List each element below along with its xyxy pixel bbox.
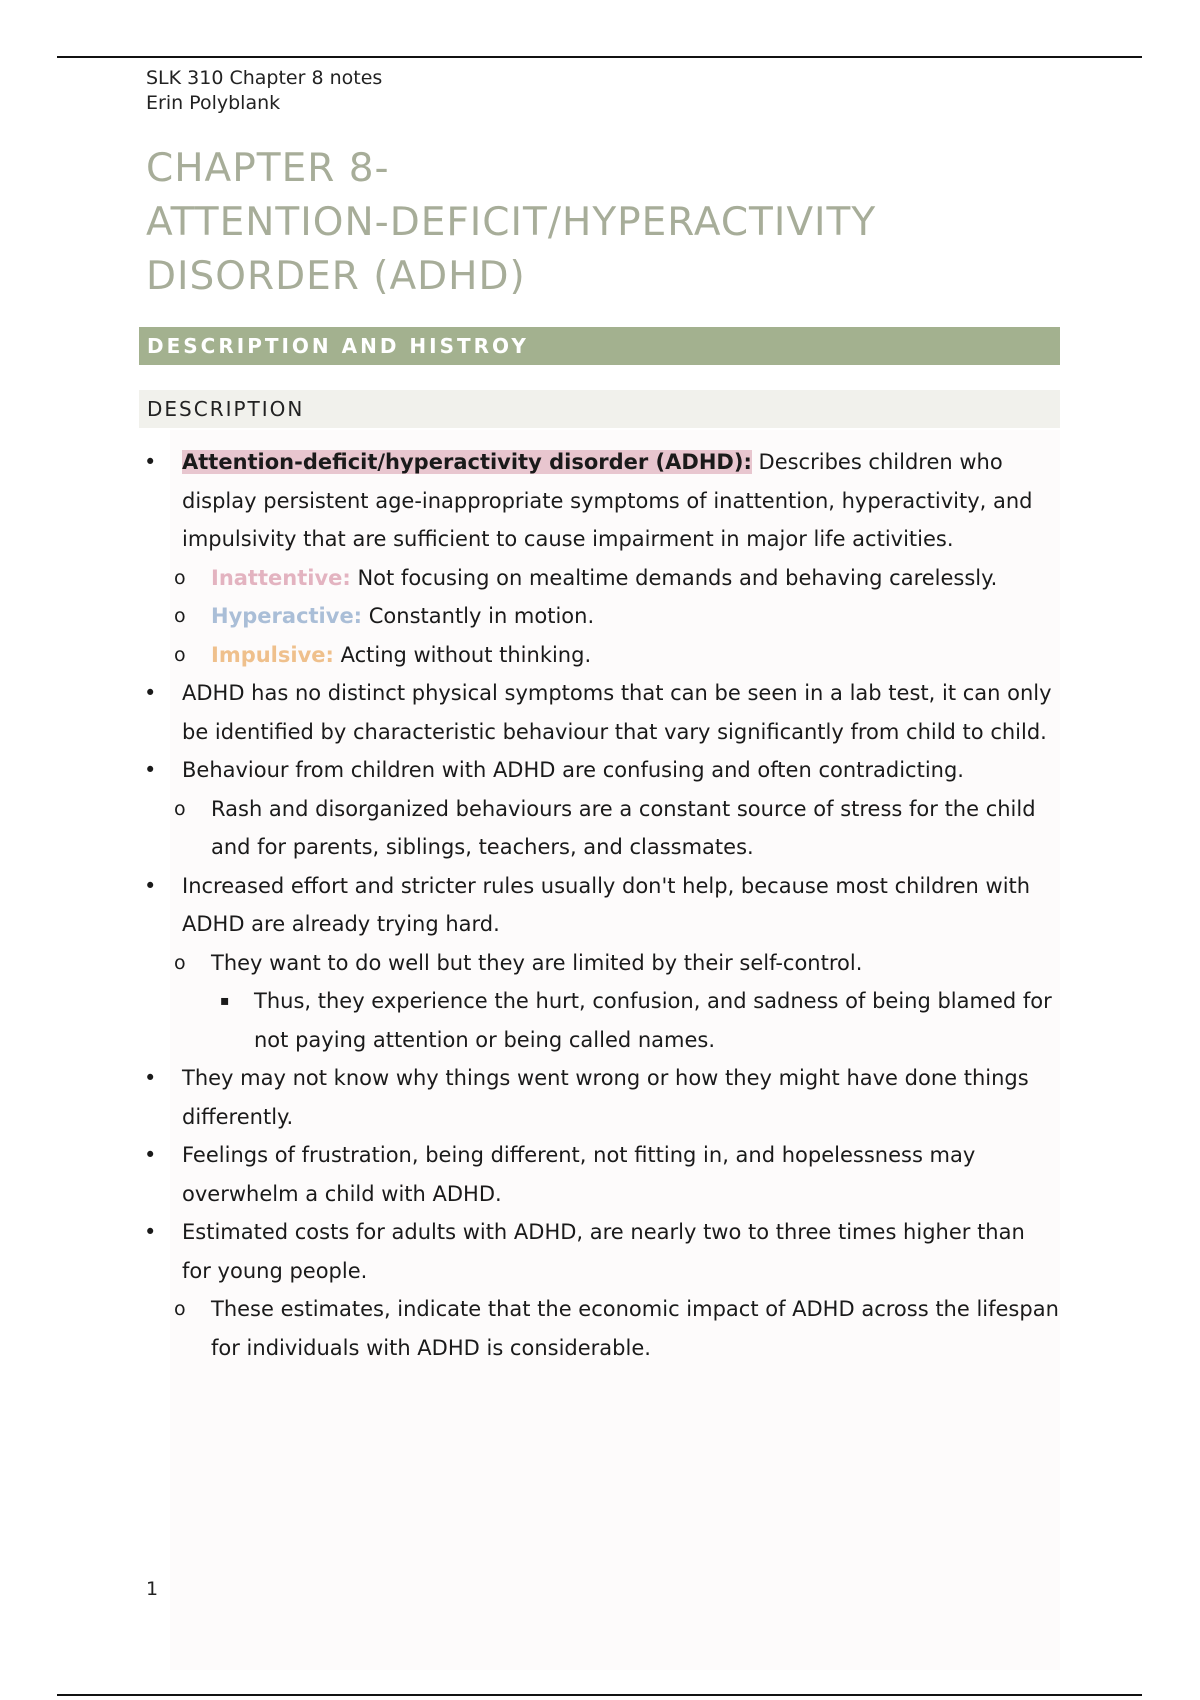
note-want-to-do-well: They want to do well but they are limited by their self-control. — [211, 950, 863, 975]
hyperactive-label: Hyperactive: — [211, 604, 363, 628]
list-item — [140, 674, 1060, 751]
note-economic-impact: These estimates, indicate that the economic impact of ADHD across the lifespan for individuals with ADHD is considerable. — [211, 1297, 1059, 1360]
bullet-icon: • — [144, 1143, 157, 1167]
list-item — [140, 867, 1060, 944]
impulsive-text: Acting without thinking. — [333, 642, 592, 667]
square-bullet-icon: ▪ — [220, 993, 230, 1009]
section-heading: DESCRIPTION AND HISTROY — [139, 327, 1060, 365]
bullet-icon: • — [144, 1220, 157, 1244]
impulsive-label: Impulsive: — [211, 642, 334, 667]
subsection-heading: DESCRIPTION — [139, 390, 1060, 428]
list-item — [140, 1136, 1060, 1213]
list-item — [140, 1213, 1060, 1290]
chapter-title-line-3: DISORDER (ADHD) — [146, 254, 526, 299]
bullet-icon: • — [144, 1066, 157, 1090]
note-costs: Estimated costs for adults with ADHD, are nearly two to three times higher than for young people. — [182, 1220, 1025, 1283]
adhd-definition: Describes children who display persistent age-inappropriate symptoms of inattention, hyperactivity, and impulsivity that are sufficient to cause impairment in major life activities. — [182, 450, 1033, 551]
inattentive-text: Not focusing on mealtime demands and behaving carelessly. — [350, 565, 998, 590]
list-item — [140, 1059, 1060, 1136]
note-no-physical-symptoms: ADHD has no distinct physical symptoms that can be seen in a lab test, it can only be identified by characteristic behaviour that vary significantly from child to child. — [182, 681, 1052, 744]
adhd-term: Attention-deficit/hyperactivity disorder (ADHD): — [182, 450, 752, 474]
circle-bullet-icon: o — [174, 605, 186, 627]
page-number: 1 — [146, 1578, 159, 1600]
list-item — [140, 597, 1060, 636]
list-item — [140, 790, 1060, 867]
chapter-title — [146, 142, 1066, 304]
list-item — [140, 1290, 1060, 1367]
course-line: SLK 310 Chapter 8 notes — [146, 67, 383, 89]
note-not-know-why: They may not know why things went wrong or how they might have done things differently. — [182, 1066, 1029, 1129]
note-rash-behaviour: Rash and disorganized behaviours are a constant source of stress for the child and for parents, siblings, teachers, and classmates. — [211, 796, 1036, 859]
list-item — [140, 982, 1060, 1059]
note-effort-rules: Increased effort and stricter rules usually don't help, because most children with ADHD are already trying hard. — [182, 873, 1031, 936]
bottom-rule — [57, 1694, 1142, 1696]
hyperactive-text: Constantly in motion. — [362, 604, 595, 628]
bullet-icon: • — [144, 681, 157, 705]
author-line: Erin Polyblank — [146, 92, 281, 114]
note-confusing-behaviour: Behaviour from children with ADHD are confusing and often contradicting. — [182, 758, 964, 782]
bullet-icon: • — [144, 450, 157, 474]
list-item — [140, 443, 1060, 559]
list-item — [140, 751, 1060, 790]
chapter-title-line-1: CHAPTER 8- — [146, 146, 390, 191]
bullet-icon: • — [144, 873, 157, 898]
note-hurt-confusion: Thus, they experience the hurt, confusion, and sadness of being blamed for not paying attention or being called names. — [254, 989, 1052, 1052]
circle-bullet-icon: o — [174, 951, 186, 974]
inattentive-label: Inattentive: — [211, 565, 351, 590]
notes-list — [140, 443, 1060, 1367]
chapter-title-line-2: ATTENTION-DEFICIT/HYPERACTIVITY — [146, 200, 877, 245]
circle-bullet-icon: o — [174, 566, 186, 589]
note-feelings: Feelings of frustration, being different, not fitting in, and hopelessness may overwhelm a child with ADHD. — [182, 1143, 976, 1206]
list-item — [140, 636, 1060, 675]
circle-bullet-icon: o — [174, 643, 186, 666]
circle-bullet-icon: o — [174, 1298, 186, 1320]
list-item — [140, 559, 1060, 598]
top-rule — [57, 56, 1142, 58]
list-item — [140, 944, 1060, 983]
circle-bullet-icon: o — [174, 797, 186, 820]
bullet-icon: • — [144, 758, 157, 782]
